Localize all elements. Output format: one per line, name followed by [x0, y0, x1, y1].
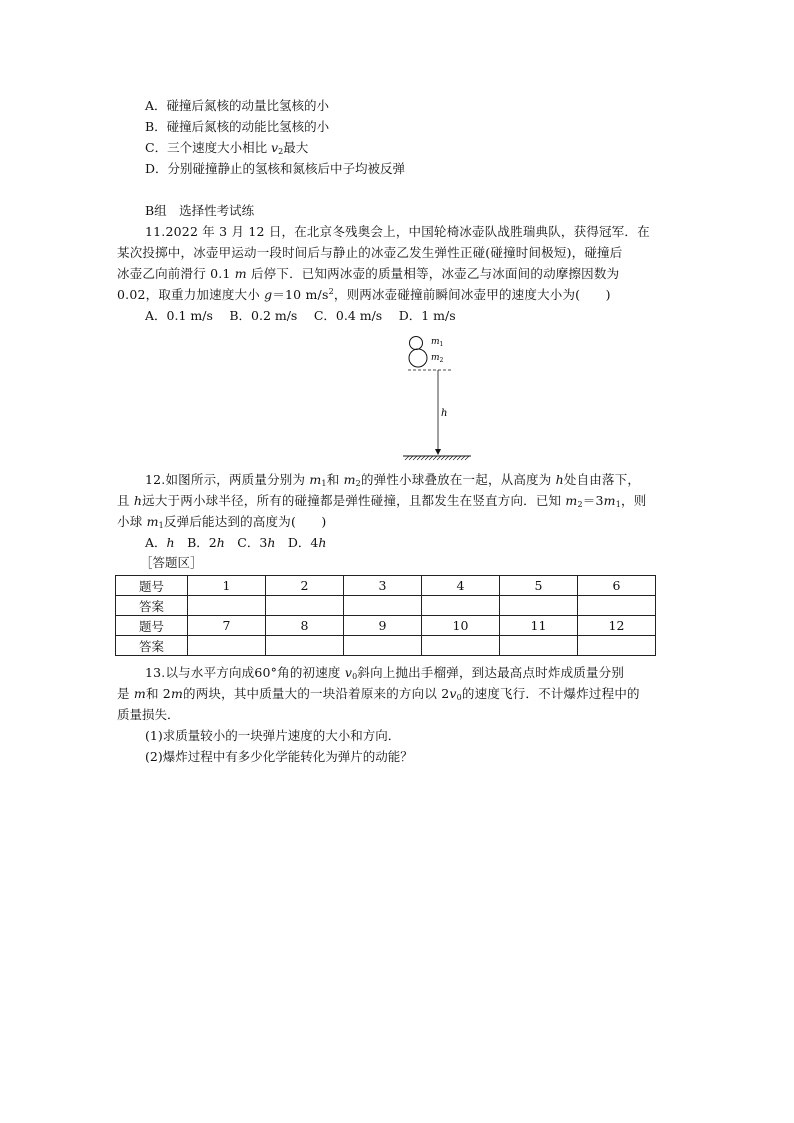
q11-line1: 11.2022 年 3 月 12 日，在北京冬残奥会上，中国轮椅冰壶队战胜瑞典队，获得冠军．在 [145, 224, 650, 239]
answer-area-label: ［答题区］ [140, 555, 203, 570]
header-label: 题号 [116, 576, 188, 596]
q10-option-b: B．碰撞后氮核的动能比氢核的小 [145, 119, 330, 134]
answer-label: 答案 [116, 636, 188, 656]
answer-cell[interactable] [344, 636, 422, 656]
q12-line1: 12.如图所示，两质量分别为 $m_1$和 $m_2$的弹性小球叠放在一起，从高度为 h处自由落下， [145, 472, 641, 488]
answer-table [115, 575, 656, 656]
q12-line2: 且 h远大于两小球半径，所有的碰撞都是弹性碰撞，且都发生在竖直方向．已知 $m_2=3m_1$，则 [117, 493, 647, 509]
section-heading: B组 选择性考试练 [145, 203, 255, 218]
q11-line3: 冰壶乙向前滑行 0.1 m 后停下．已知两冰壶的质量相等，冰壶乙与冰面间的动摩擦因数为 [117, 266, 620, 281]
answer-cell[interactable] [344, 596, 422, 616]
label-m1: $m_1$ [431, 337, 444, 348]
answer-label: 答案 [116, 596, 188, 616]
arrow-head [435, 449, 441, 455]
ground-hatching [405, 456, 469, 460]
answer-cell[interactable] [266, 636, 344, 656]
answer-cell[interactable] [188, 636, 266, 656]
q11-line2: 某次投掷中，冰壶甲运动一段时间后与静止的冰壶乙发生弹性正碰(碰撞时间极短)，碰撞后 [117, 245, 623, 260]
answer-cell[interactable] [578, 636, 656, 656]
answer-cell[interactable] [578, 596, 656, 616]
q13-line2: 是 m和 2m的两块，其中质量大的一块沿着原来的方向以 $2v_0$的速度飞行．不计爆炸过程中的 [117, 686, 640, 702]
q12-line3: 小球 $m_1$反弹后能达到的高度为( ) [117, 514, 327, 530]
q11-options: A．0.1 m/s B．0.2 m/s C．0.4 m/s D．1 m/s [145, 308, 456, 323]
q12-options: A．h B．2h C．3h D．4h [145, 535, 327, 550]
answer-cell[interactable] [500, 596, 578, 616]
q10-option-c: C．三个速度大小相比 $v_2$最大 [145, 140, 309, 156]
label-m2: $m_2$ [431, 353, 444, 364]
ball-m2 [409, 349, 427, 367]
q13-line3: 质量损失． [117, 707, 180, 722]
falling-balls-figure [398, 333, 478, 463]
header-label: 题号 [116, 616, 188, 636]
q13-line1: 13.以与水平方向成60°角的初速度 $v_0$斜向上抛出手榴弹，到达最高点时炸成质量分别 [145, 665, 625, 681]
answer-cell[interactable] [266, 596, 344, 616]
answer-cell[interactable] [500, 636, 578, 656]
table-row [116, 596, 656, 616]
table-row [116, 636, 656, 656]
table-row: 题号 7 8 9 10 11 12 [116, 616, 656, 636]
ball-m1 [410, 337, 423, 350]
answer-cell[interactable] [422, 636, 500, 656]
q11-line4: 0.02，取重力加速度大小 g＝10 $m/s^2$，则两冰壶碰撞前瞬间冰壶甲的速度大小为( ) [117, 287, 611, 302]
q13-subquestion-1: (1)求质量较小的一块弹片速度的大小和方向． [145, 728, 401, 743]
label-h: h [441, 408, 448, 419]
q13-subquestion-2: (2)爆炸过程中有多少化学能转化为弹片的动能？ [145, 749, 413, 764]
answer-cell[interactable] [422, 596, 500, 616]
answer-cell[interactable] [188, 596, 266, 616]
table-row: 题号 1 2 3 4 5 6 [116, 576, 656, 596]
q10-option-d: D．分别碰撞静止的氢核和氮核后中子均被反弹 [145, 161, 406, 176]
q10-option-a: A．碰撞后氮核的动量比氢核的小 [145, 98, 330, 113]
